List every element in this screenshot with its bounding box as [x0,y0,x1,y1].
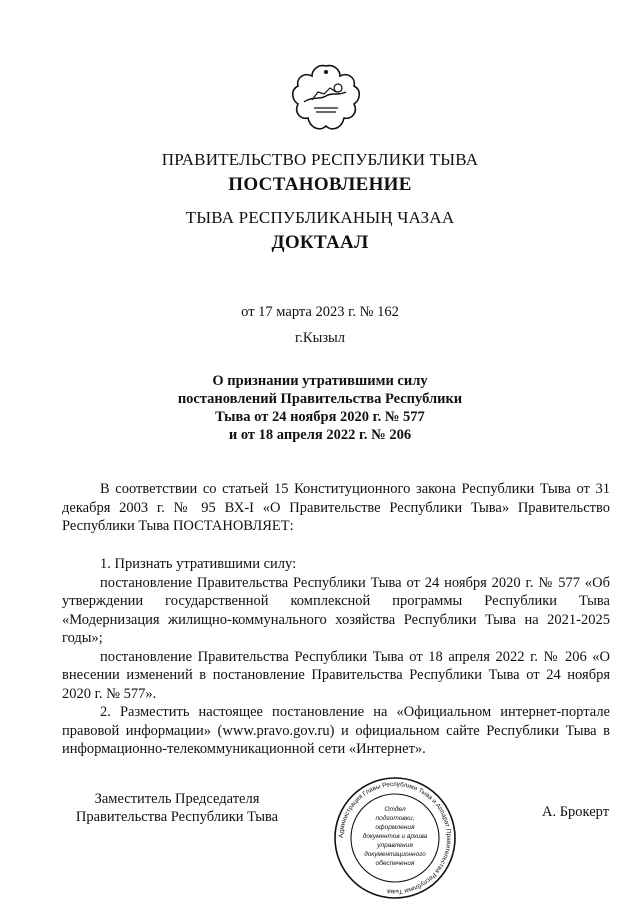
preamble-paragraph: В соответствии со статьей 15 Конституционного закона Республики Тыва от 31 декабря 2003 г. № 95 ВХ-I «О Правительстве Республики Тыва» Правительство Республики Тыва ПОСТАНОВЛЯЕТ: [62,481,610,534]
item-1-first-act: постановление Правительства Республики Тыва от 24 ноября 2020 г. № 577 «Об утверждении государственной комплексной программы Республики Тыва «Модернизация жилищно-коммунального хозяйства Республики Тыва на 2021-2025 годы»; [62,574,610,646]
resolution-heading-tuvan: ДОКТААЛ [271,232,369,253]
stamp-center-line: документов и архива [362,833,428,840]
signatory-position-line: Правительства Республики Тыва [75,809,279,825]
title-line: О признании утратившими силу [212,373,428,389]
stamp-center-line: подготовки, [375,815,415,822]
title-line: постановлений Правительства Республики [177,391,463,407]
resolution-items [62,555,610,759]
official-stamp [328,776,462,900]
preamble-block [62,480,610,536]
document-date-number: от 17 марта 2023 г. № 162 [241,304,399,320]
signatory-position [62,790,292,826]
title-line: и от 18 апреля 2022 г. № 206 [228,427,412,443]
signatory-name: А. Брокерт [542,804,610,820]
document-city: г.Кызыл [294,330,346,346]
stamp-center-line: Отдел [384,806,406,813]
resolution-heading: ПОСТАНОВЛЕНИЕ [228,174,412,195]
stamp-center-line: документационного [364,851,426,858]
title-line: Тыва от 24 ноября 2020 г. № 577 [215,409,425,425]
item-2-paragraph: 2. Разместить настоящее постановление на «Официальном интернет-портале правовой информации» (www.pravo.gov.ru) и официальном сайте Республики Тыва в информационно-телекоммуникационной сети «Интернет». [62,704,610,757]
item-1-second-act: постановление Правительства Республики Тыва от 18 апреля 2022 г. № 206 «О внесении изменений в постановление Правительства Республики Тыва от 24 ноября 2020 г. № 577». [62,648,610,702]
signatory-position-line: Заместитель Председателя [94,791,260,807]
item-1-heading: 1. Признать утратившими силу: [100,556,297,572]
document-title [0,372,640,444]
government-heading: ПРАВИТЕЛЬСТВО РЕСПУБЛИКИ ТЫВА [161,150,479,169]
coat-of-arms-emblem [290,62,362,134]
stamp-center-line: обеспечения [375,860,415,867]
stamp-ring-text: Администрация Главы Республики Тыва и Аппарат Правительства Республики Тыва [337,780,453,896]
stamp-center-line: оформления [375,824,415,831]
stamp-center-line: управления [377,842,413,849]
government-heading-tuvan: ТЫВА РЕСПУБЛИКАНЫҢ ЧАЗАА [185,208,455,227]
